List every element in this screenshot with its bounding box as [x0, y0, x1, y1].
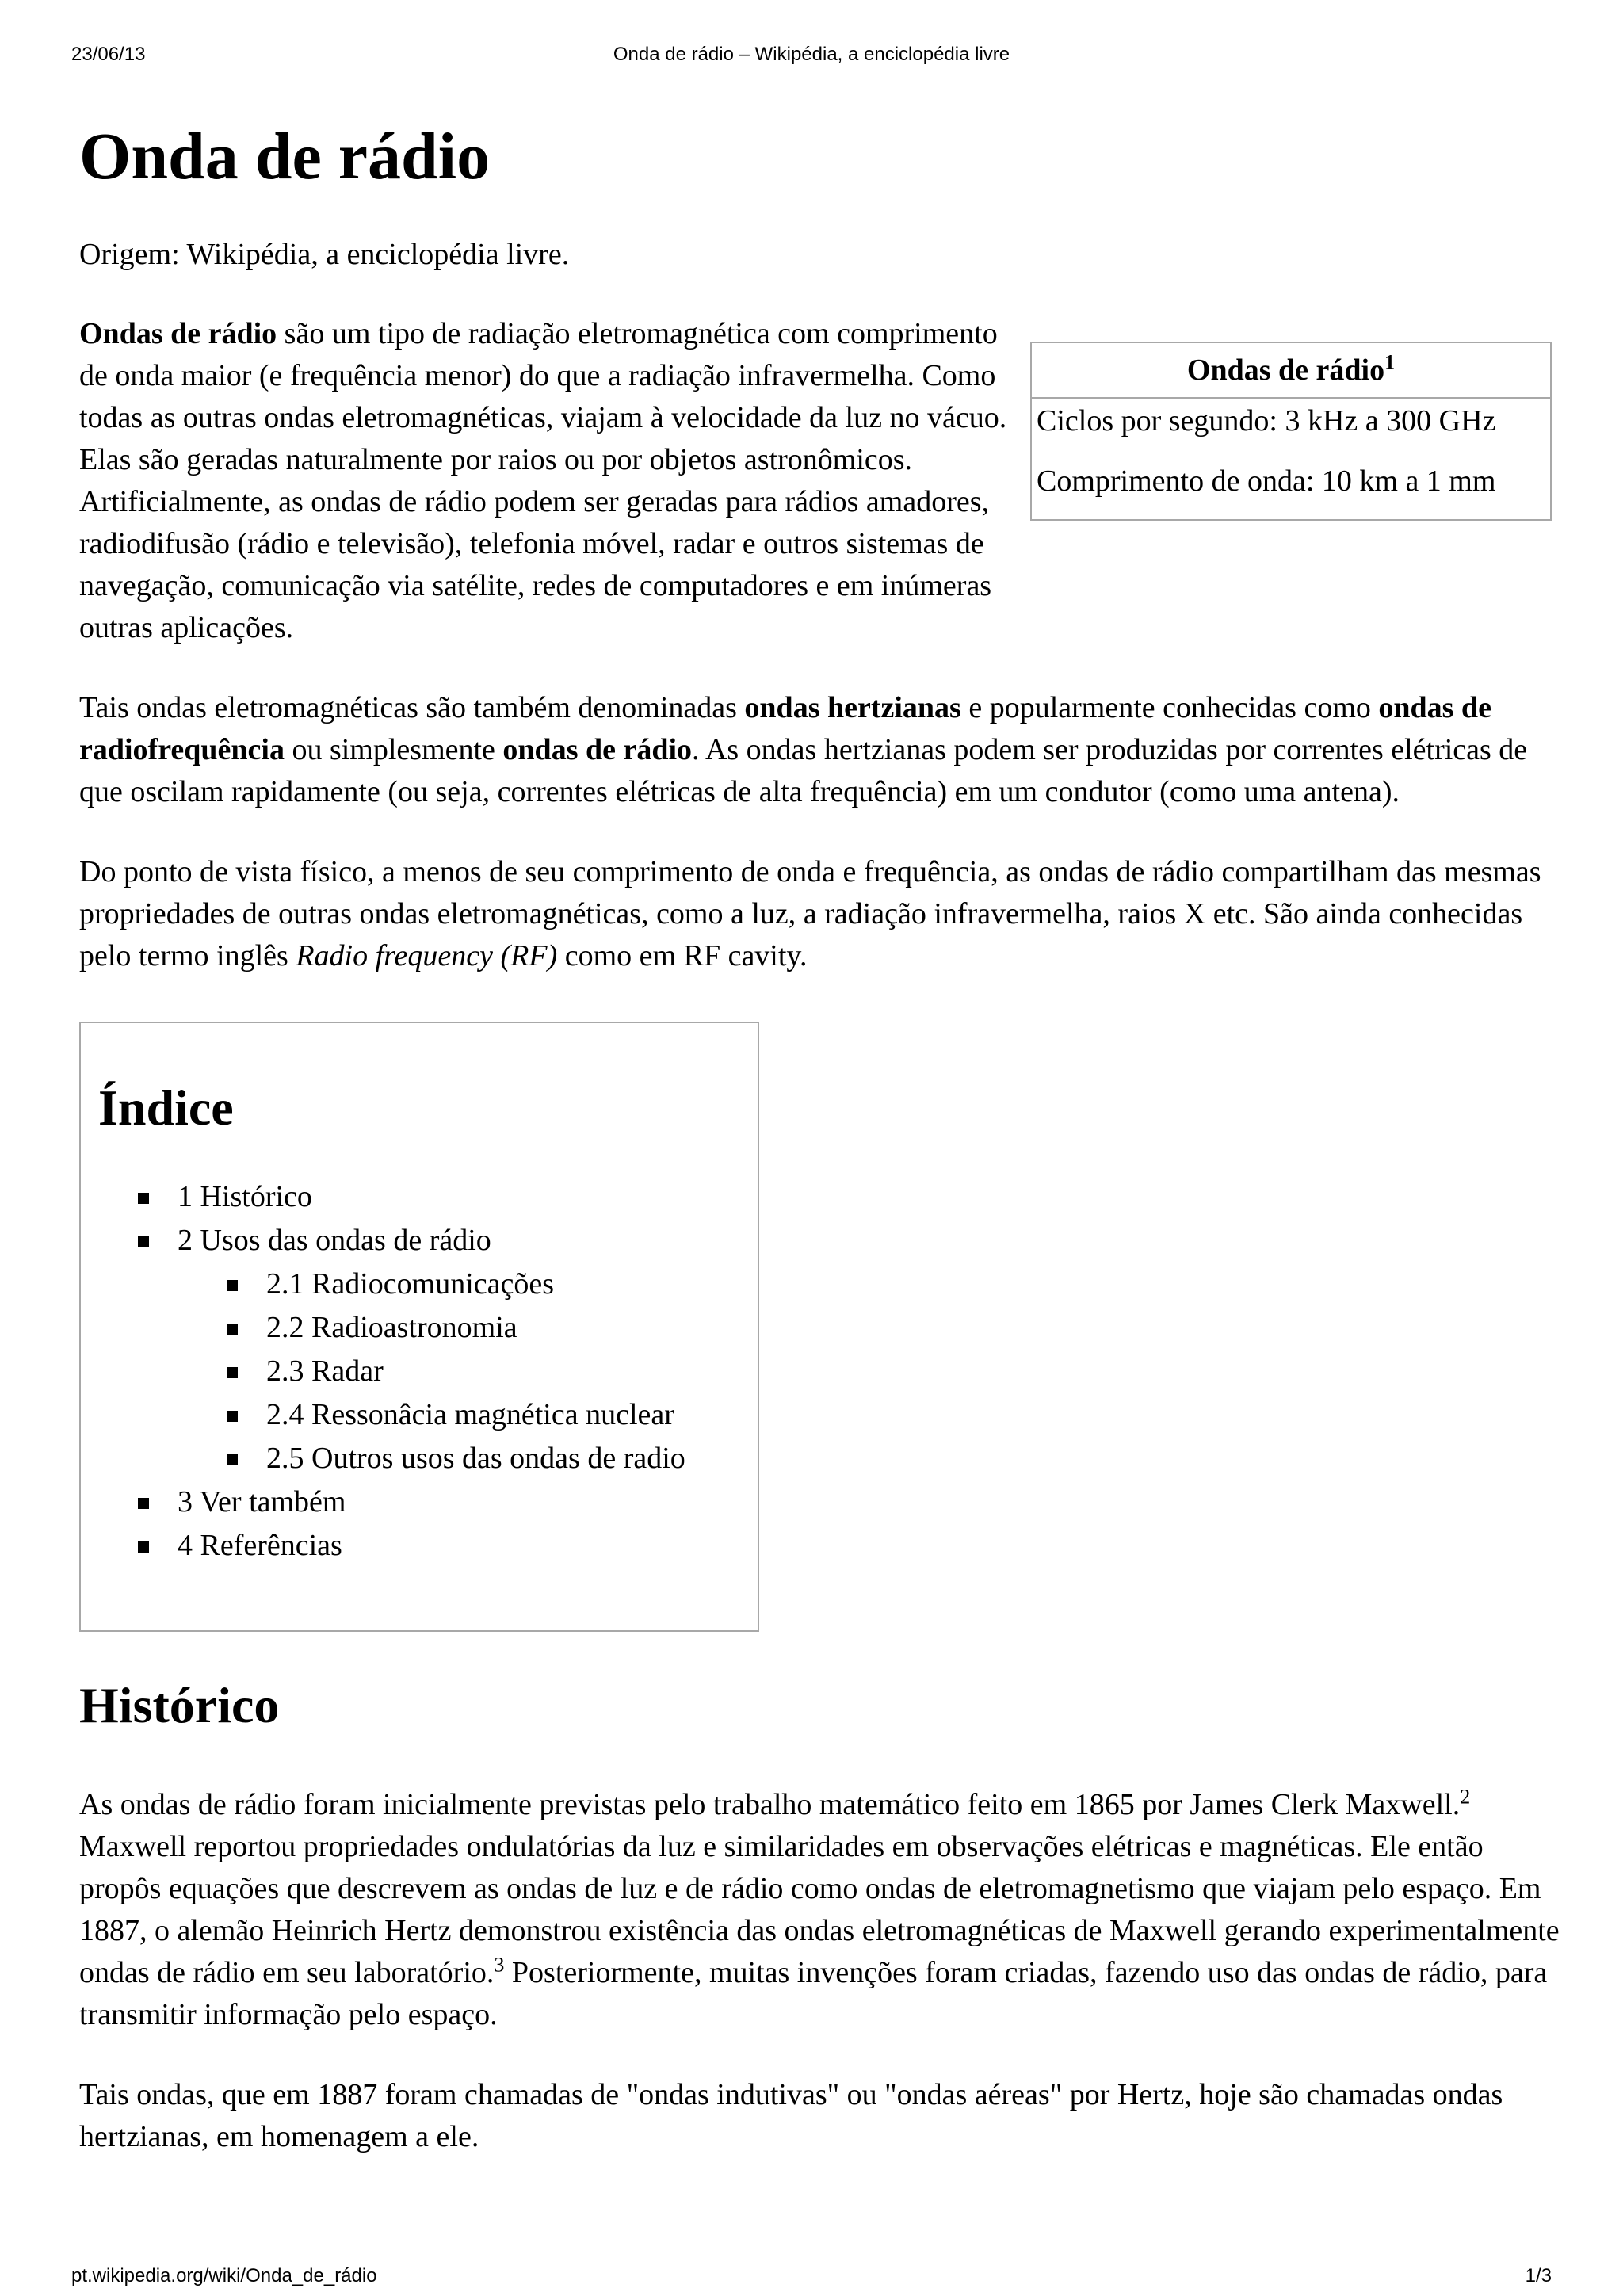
intro-text: são um tipo de radiação eletromagnética com comprimento de onda maior (e frequência menor) do que a radiação infravermelha. Como todas as outras ondas eletromagnéticas, viajam à velocidade da luz no vácuo. Elas são geradas naturalmente por raios ou por objetos astronômicos. Artificialmente, as ondas de rádio podem ser geradas para rádios amadores, radiodifusão (rádio e televisão), telefonia móvel, radar e outros sistemas de navegação, comunicação via satélite, redes de computadores e em inúmeras outras aplicações. — [79, 316, 1007, 644]
reference-link[interactable]: 3 — [494, 1953, 505, 1977]
infobox-frequency-row: Ciclos por segundo: 3 kHz a 300 GHz — [1037, 403, 1496, 437]
toc-item-usos[interactable]: 2 Usos das ondas de rádio — [132, 1219, 758, 1263]
toc-item-referencias[interactable]: 4 Referências — [132, 1524, 758, 1568]
print-footer-url: pt.wikipedia.org/wiki/Onda_de_rádio — [71, 2265, 377, 2286]
text-run: como em RF cavity. — [557, 938, 808, 972]
hertzian-paragraph — [79, 687, 1569, 813]
text-run: Do ponto de vista físico, a menos de seu comprimento de onda e frequência, as ondas de rádio compartilham das mesmas propriedades de outras ondas eletromagnéticas, como a luz, a radiação infravermelha, raios X etc. São ainda conhecidas pelo termo inglês — [79, 854, 1541, 972]
toc-list — [98, 1175, 758, 1568]
print-page-number: 1/3 — [1525, 2265, 1552, 2286]
toc-item-radar[interactable]: 2.3 Radar — [220, 1350, 758, 1393]
infobox-wavelength-row: Comprimento de onda: 10 km a 1 mm — [1037, 464, 1496, 498]
bold-term: ondas de rádio — [502, 732, 693, 766]
reference-link[interactable]: 2 — [1460, 1785, 1471, 1809]
toc-item-historico[interactable]: 1 Histórico — [132, 1175, 758, 1219]
text-run: ou simplesmente — [284, 732, 503, 766]
toc-item-radioastronomia[interactable]: 2.2 Radioastronomia — [220, 1306, 758, 1350]
toc-item-radiocomunicacoes[interactable]: 2.1 Radiocomunicações — [220, 1263, 758, 1306]
text-run: Posteriormente, muitas invenções foram criadas, fazendo uso das ondas de rádio, para transmitir informação pelo espaço. — [79, 1955, 1548, 2031]
infobox — [1030, 342, 1552, 521]
text-run: e popularmente conhecidas como — [960, 690, 1379, 724]
intro-bold-term: Ondas de rádio — [79, 316, 277, 350]
infobox-reference-link[interactable]: 1 — [1384, 350, 1396, 373]
text-run: . As ondas hertzianas podem ser produzidas por correntes elétricas de que oscilam rapidamente (ou seja, correntes elétricas de alta frequência) em um condutor (como uma antena). — [79, 732, 1528, 808]
section-heading-historico: Histórico — [79, 1676, 280, 1733]
text-run: As ondas de rádio foram inicialmente previstas pelo trabalho matemático feito em 1865 por James Clerk Maxwell. — [79, 1787, 1461, 1821]
page-title: Onda de rádio — [79, 120, 491, 193]
italic-term: Radio frequency (RF) — [296, 938, 558, 972]
physics-paragraph — [79, 851, 1569, 977]
intro-section — [79, 313, 1569, 649]
text-run: Tais ondas eletromagnéticas são também denominadas — [79, 690, 745, 724]
text-run: Maxwell reportou propriedades ondulatórias da luz e similaridades em observações elétricas e magnéticas. Ele então propôs equações que descrevem as ondas de luz e de rádio como ondas de eletromagnetismo que viajam pelo espaço. Em 1887, o alemão Heinrich Hertz demonstrou existência das ondas eletromagnéticas de Maxwell gerando experimentalmente ondas de rádio em seu laboratório. — [79, 1829, 1560, 1989]
historico-paragraph-1 — [79, 1784, 1569, 2036]
table-of-contents — [79, 1022, 759, 1632]
intro-paragraph — [79, 313, 1030, 649]
toc-item-ver-tambem[interactable]: 3 Ver também — [132, 1480, 758, 1524]
print-date: 23/06/13 — [71, 44, 146, 65]
article-content — [79, 119, 1569, 2158]
toc-item-ressonancia[interactable]: 2.4 Ressonâcia magnética nuclear — [220, 1393, 758, 1437]
infobox-title-text: Ondas de rádio — [1186, 353, 1385, 387]
infobox-title — [1031, 342, 1551, 398]
historico-paragraph-2: Tais ondas, que em 1887 foram chamadas de "ondas indutivas" ou "ondas aéreas" por Hertz, hoje são chamadas ondas hertzianas, em homenagem a ele. — [79, 2077, 1503, 2153]
print-header-title: Onda de rádio – Wikipédia, a enciclopédia livre — [613, 44, 1010, 65]
toc-title: Índice — [98, 1079, 234, 1136]
origin-line: Origem: Wikipédia, a enciclopédia livre. — [79, 237, 570, 271]
toc-item-outros-usos[interactable]: 2.5 Outros usos das ondas de radio — [220, 1437, 758, 1480]
bold-term: ondas de radiofrequência — [79, 690, 1491, 766]
bold-term: ondas hertzianas — [744, 690, 961, 724]
